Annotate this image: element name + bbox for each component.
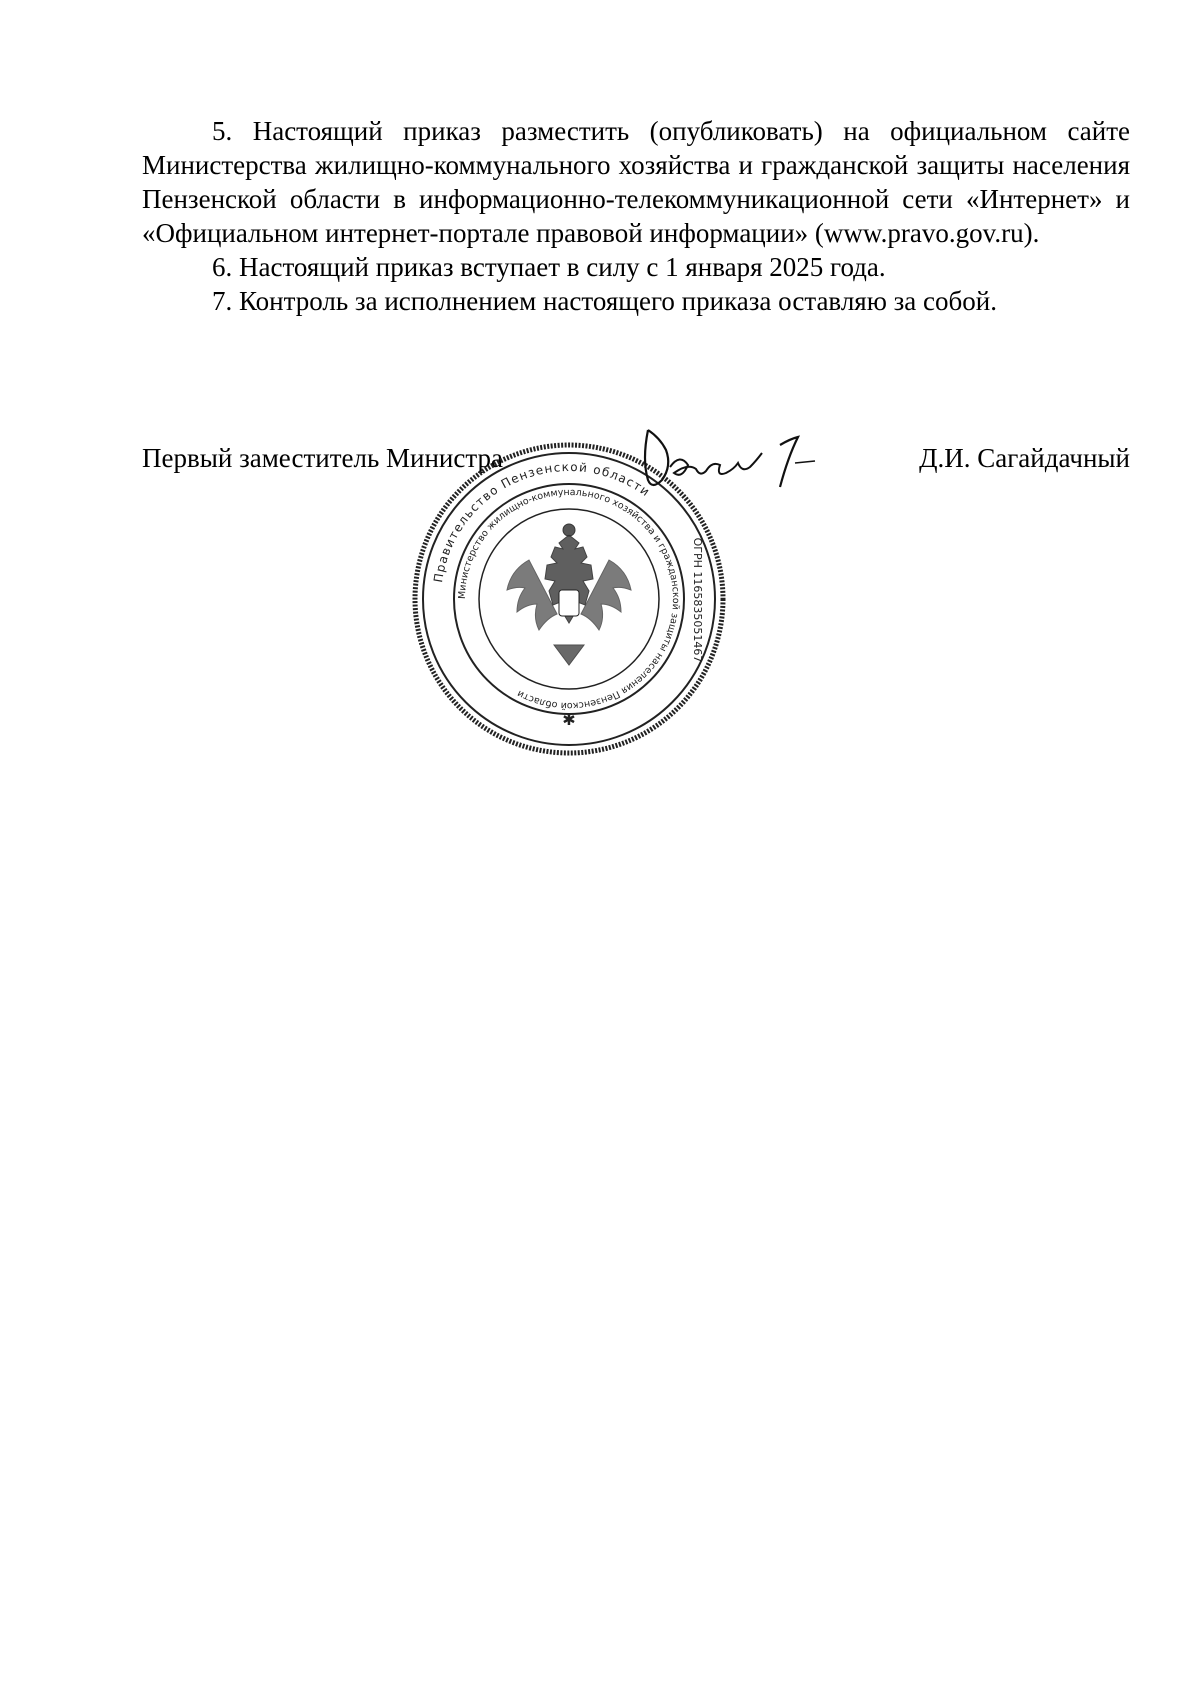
seal-outer-text: Правительство Пензенской области: [431, 459, 654, 584]
signatory-name: Д.И. Сагайдачный: [919, 443, 1130, 473]
seal-inner-text: Министерство жилищно-коммунального хозяйства и гражданской защиты населения Пензенской области: [456, 486, 682, 712]
paragraph-5-line-1: 5. Настоящий приказ разместить (опубликовать) на официальном сайте: [212, 116, 1130, 146]
seal-ogrn: ОГРН 1165835051467: [691, 537, 704, 663]
paragraph-7-line-1: 7. Контроль за исполнением настоящего приказа оставляю за собой.: [212, 286, 997, 316]
paragraph-7: [142, 284, 1130, 318]
paragraph-6-line-1: 6. Настоящий приказ вступает в силу с 1 января 2025 года.: [212, 252, 886, 282]
paragraph-6: [142, 250, 1130, 284]
coat-of-arms-emblem: [507, 524, 631, 665]
document-body: [142, 114, 1130, 318]
paragraph-5: [142, 114, 1130, 250]
handwritten-signature: [630, 415, 830, 515]
paragraph-5-line-4: «Интернет» и «Официальном интернет-портале правовой информации»: [142, 184, 1131, 248]
paragraph-5-line-2: Министерства жилищно-коммунального хозяйства и гражданской защиты: [142, 150, 1005, 180]
signatory-position: Первый заместитель Министра: [142, 443, 503, 473]
seal-star-icon: ✱: [562, 712, 576, 729]
paragraph-5-line-5: (www.pravo.gov.ru).: [814, 218, 1040, 248]
paragraph-5-line-3: населения Пензенской области в информационно-телекоммуникационной сети: [142, 150, 1130, 214]
